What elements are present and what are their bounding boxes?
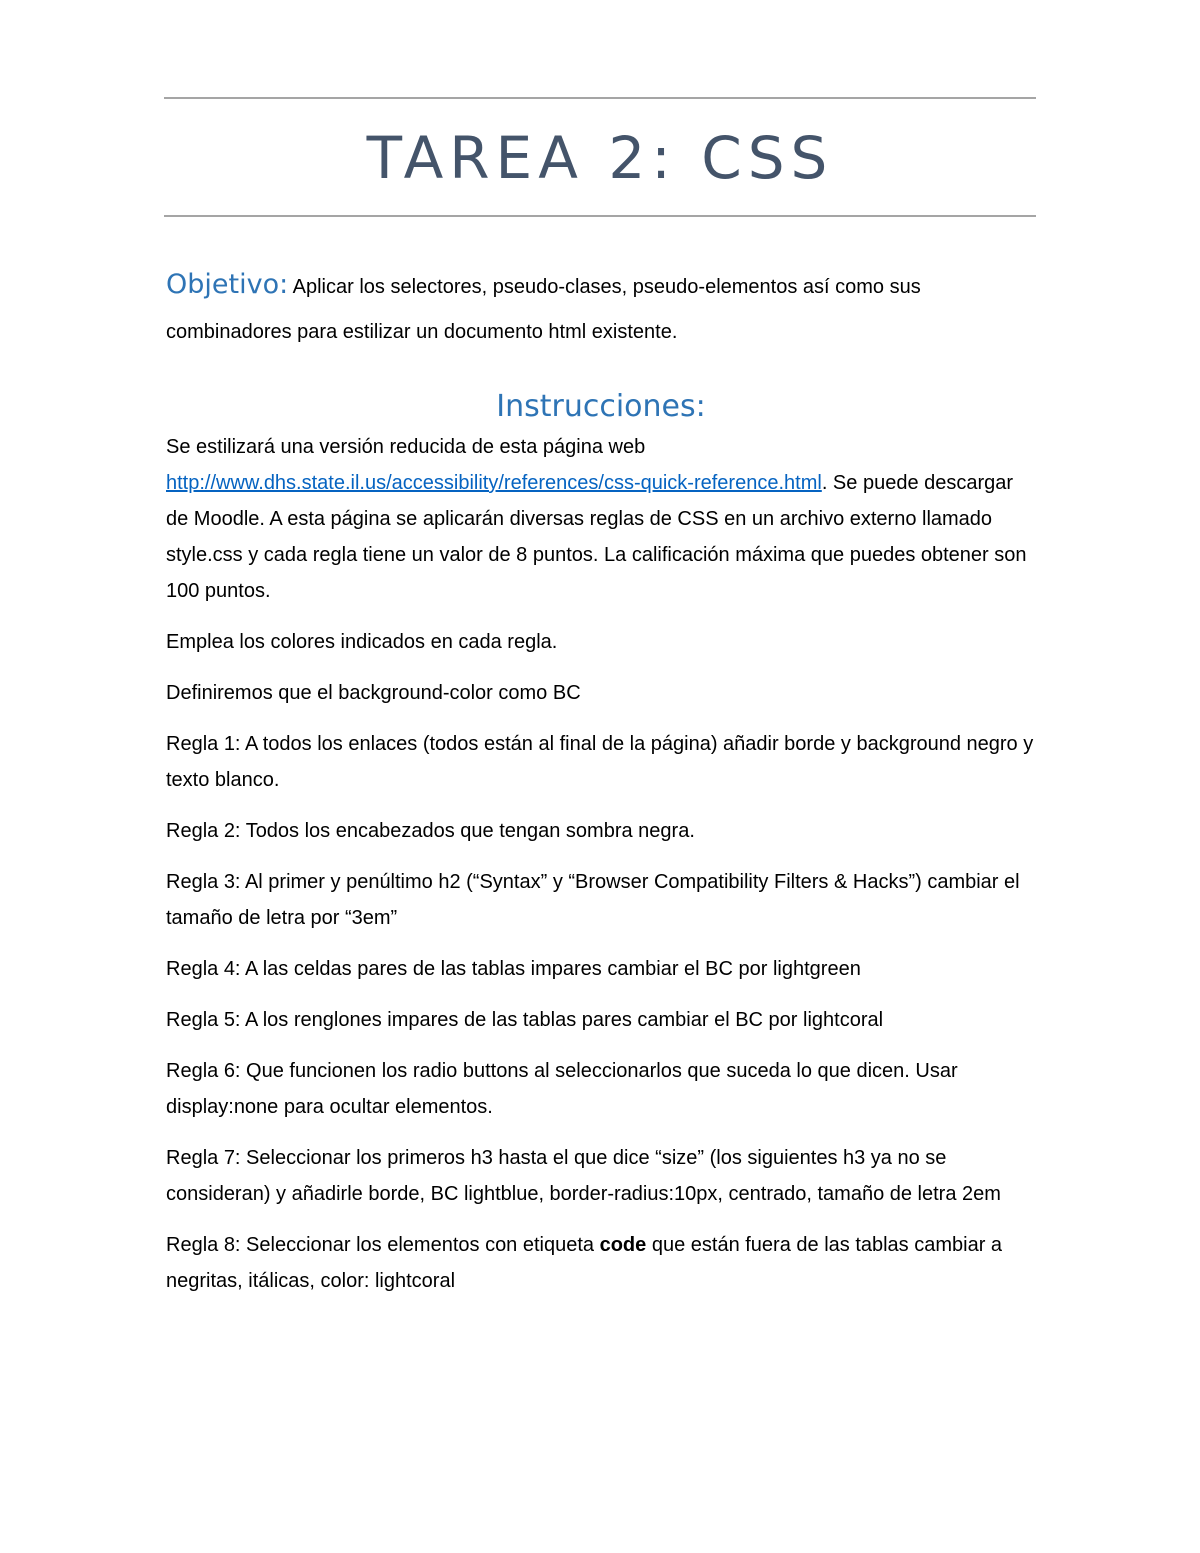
objective-paragraph: [166, 262, 1036, 355]
intro-text-before-link: Se estilizará una versión reducida de esta página web: [166, 436, 646, 458]
instructions-heading: Instrucciones:: [496, 389, 706, 424]
rule-8-text-before: Regla 8: Seleccionar los elementos con etiqueta: [166, 1234, 600, 1256]
document-title: TAREA 2: CSS: [366, 124, 834, 192]
rule-8-code-keyword: code: [599, 1234, 647, 1256]
title-top-rule: [164, 97, 1036, 99]
rule-1: Regla 1: A todos los enlaces (todos están al final de la página) añadir borde y background negro y texto blanco.: [166, 733, 1034, 791]
document-body: [166, 262, 1036, 1314]
intro-paragraph: [166, 429, 1036, 609]
title-bottom-rule: [164, 215, 1036, 217]
colors-paragraph: Emplea los colores indicados en cada regla.: [166, 631, 558, 653]
rule-8-text-after: que están fuera de las tablas cambiar a negritas, itálicas, color: lightcoral: [166, 1234, 1003, 1292]
bc-definition-paragraph: Definiremos que el background-color como BC: [166, 682, 581, 704]
reference-link[interactable]: http://www.dhs.state.il.us/accessibility/references/css-quick-reference.html: [166, 472, 822, 494]
intro-text-after-link: . Se puede descargar de Moodle. A esta página se aplicarán diversas reglas de CSS en un archivo externo llamado style.css y cada regla tiene un valor de 8 puntos. La calificación máxima que puedes obtener son 100 puntos.: [166, 472, 1027, 602]
rule-6: Regla 6: Que funcionen los radio buttons al seleccionarlos que suceda lo que dicen. Usar display:none para ocultar elementos.: [166, 1060, 958, 1118]
rule-5: Regla 5: A los renglones impares de las tablas pares cambiar el BC por lightcoral: [166, 1009, 884, 1031]
rule-2: Regla 2: Todos los encabezados que tengan sombra negra.: [166, 820, 695, 842]
objective-label: Objetivo:: [166, 269, 289, 300]
rule-3: Regla 3: Al primer y penúltimo h2 (“Syntax” y “Browser Compatibility Filters & Hacks”) cambiar el tamaño de letra por “3em”: [166, 871, 1020, 929]
rule-8: [166, 1227, 1036, 1299]
rule-4: Regla 4: A las celdas pares de las tablas impares cambiar el BC por lightgreen: [166, 958, 861, 980]
objective-text: Aplicar los selectores, pseudo-clases, pseudo-elementos así como sus combinadores para estilizar un documento html existente.: [166, 276, 921, 343]
rule-7: Regla 7: Seleccionar los primeros h3 hasta el que dice “size” (los siguientes h3 ya no se consideran) y añadirle borde, BC lightblue, border-radius:10px, centrado, tamaño de letra 2em: [166, 1147, 1001, 1205]
